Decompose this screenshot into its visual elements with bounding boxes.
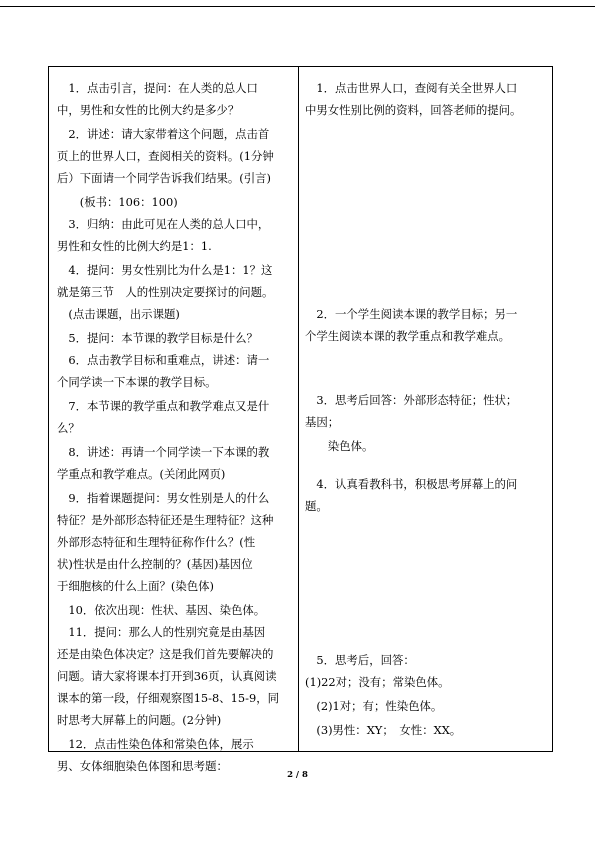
text-line: 时思考大屏幕上的问题。(2分钟) bbox=[57, 713, 222, 727]
text-line: 基因； bbox=[305, 415, 340, 429]
text-line: 么？ bbox=[57, 421, 80, 435]
table-row bbox=[49, 67, 553, 752]
text-line: 12．点击性染色体和常染色体，展示 bbox=[57, 737, 254, 751]
text-line: 5．思考后，回答： bbox=[305, 653, 415, 667]
text-line: 课本的第一段，仔细观察图15-8、15-9，同 bbox=[57, 691, 280, 705]
text-line: (3)男性：XY； 女性：XX。 bbox=[305, 723, 462, 737]
text-line: 后）下面请一个同学告诉我们结果。(引言) bbox=[57, 171, 271, 185]
page-number: 2 / 8 bbox=[287, 770, 308, 780]
text-line: 状)性状是由什么控制的？(基因)基因位 bbox=[57, 557, 253, 571]
text-line: 特征？是外部形态特征还是生理特征？这种 bbox=[57, 513, 274, 527]
teacher-activity-cell bbox=[49, 67, 299, 773]
text-line: 问题。请大家将课本打开到36页，认真阅读 bbox=[57, 669, 277, 683]
text-line: 页上的世界人口，查阅相关的资料。(1分钟 bbox=[57, 149, 274, 163]
text-line: 8．讲述：再请一个同学读一下本课的教 bbox=[57, 445, 270, 459]
text-line: 中男女性别比例的资料，回答老师的提问。 bbox=[305, 103, 522, 117]
text-line: 10．依次出现：性状、基因、染色体。 bbox=[57, 603, 266, 617]
lesson-table bbox=[48, 66, 553, 773]
text-line: 于细胞核的什么上面？(染色体) bbox=[57, 579, 214, 593]
text-line: 染色体。 bbox=[305, 439, 374, 453]
text-line: 3．归纳：由此可见在人类的总人口中， bbox=[57, 217, 270, 231]
header-rule bbox=[0, 6, 595, 7]
text-line: 2．一个学生阅读本课的教学目标；另一 bbox=[305, 307, 518, 321]
text-line: 个学生阅读本课的教学重点和教学难点。 bbox=[305, 329, 511, 343]
text-line: 4．提问：男女性别比为什么是1：1？这 bbox=[57, 263, 273, 277]
text-line: 男性和女性的比例大约是1：1. bbox=[57, 239, 212, 253]
text-line: (2)1对；有；性染色体。 bbox=[305, 699, 443, 713]
text-line: 1．点击引言，提问：在人类的总人口 bbox=[57, 81, 258, 95]
text-line: 题。 bbox=[305, 499, 328, 513]
text-line: 2．讲述：请大家带着这个问题，点击首 bbox=[57, 127, 270, 141]
text-line: 还是由染色体决定？这是我们首先要解决的 bbox=[57, 647, 274, 661]
text-line: 学重点和教学难点。(关闭此网页) bbox=[57, 467, 226, 481]
text-line: 就是第三节 人的性别决定要探讨的问题。 bbox=[57, 285, 274, 299]
text-line: 男、女体细胞染色体图和思考题： bbox=[57, 759, 228, 773]
text-line: (1)22对；没有；常染色体。 bbox=[305, 675, 450, 689]
text-line: 6．点击教学目标和重难点，讲述：请一 bbox=[57, 353, 270, 367]
text-line: 中，男性和女性的比例大约是多少？ bbox=[57, 103, 240, 117]
text-line: 11．提问：那么人的性别究竟是由基因 bbox=[57, 625, 266, 639]
text-line: 个同学读一下本课的教学目标。 bbox=[57, 375, 217, 389]
text-line: 9．指着课题提问：男女性别是人的什么 bbox=[57, 491, 270, 505]
text-line: 5．提问：本节课的教学目标是什么？ bbox=[57, 331, 258, 345]
text-line: 1．点击世界人口，查阅有关全世界人口 bbox=[305, 81, 518, 95]
text-line: 外部形态特征和生理特征称作什么？(性 bbox=[57, 535, 256, 549]
text-line: 7．本节课的教学重点和教学难点又是什 bbox=[57, 399, 270, 413]
text-line: (板书：106：100) bbox=[57, 195, 178, 209]
text-line: (点击课题，出示课题) bbox=[57, 307, 180, 321]
text-line: 4．认真看教科书，积极思考屏幕上的问 bbox=[305, 477, 518, 491]
text-line: 3．思考后回答：外部形态特征；性状； bbox=[305, 393, 518, 407]
student-activity-cell bbox=[299, 67, 553, 752]
